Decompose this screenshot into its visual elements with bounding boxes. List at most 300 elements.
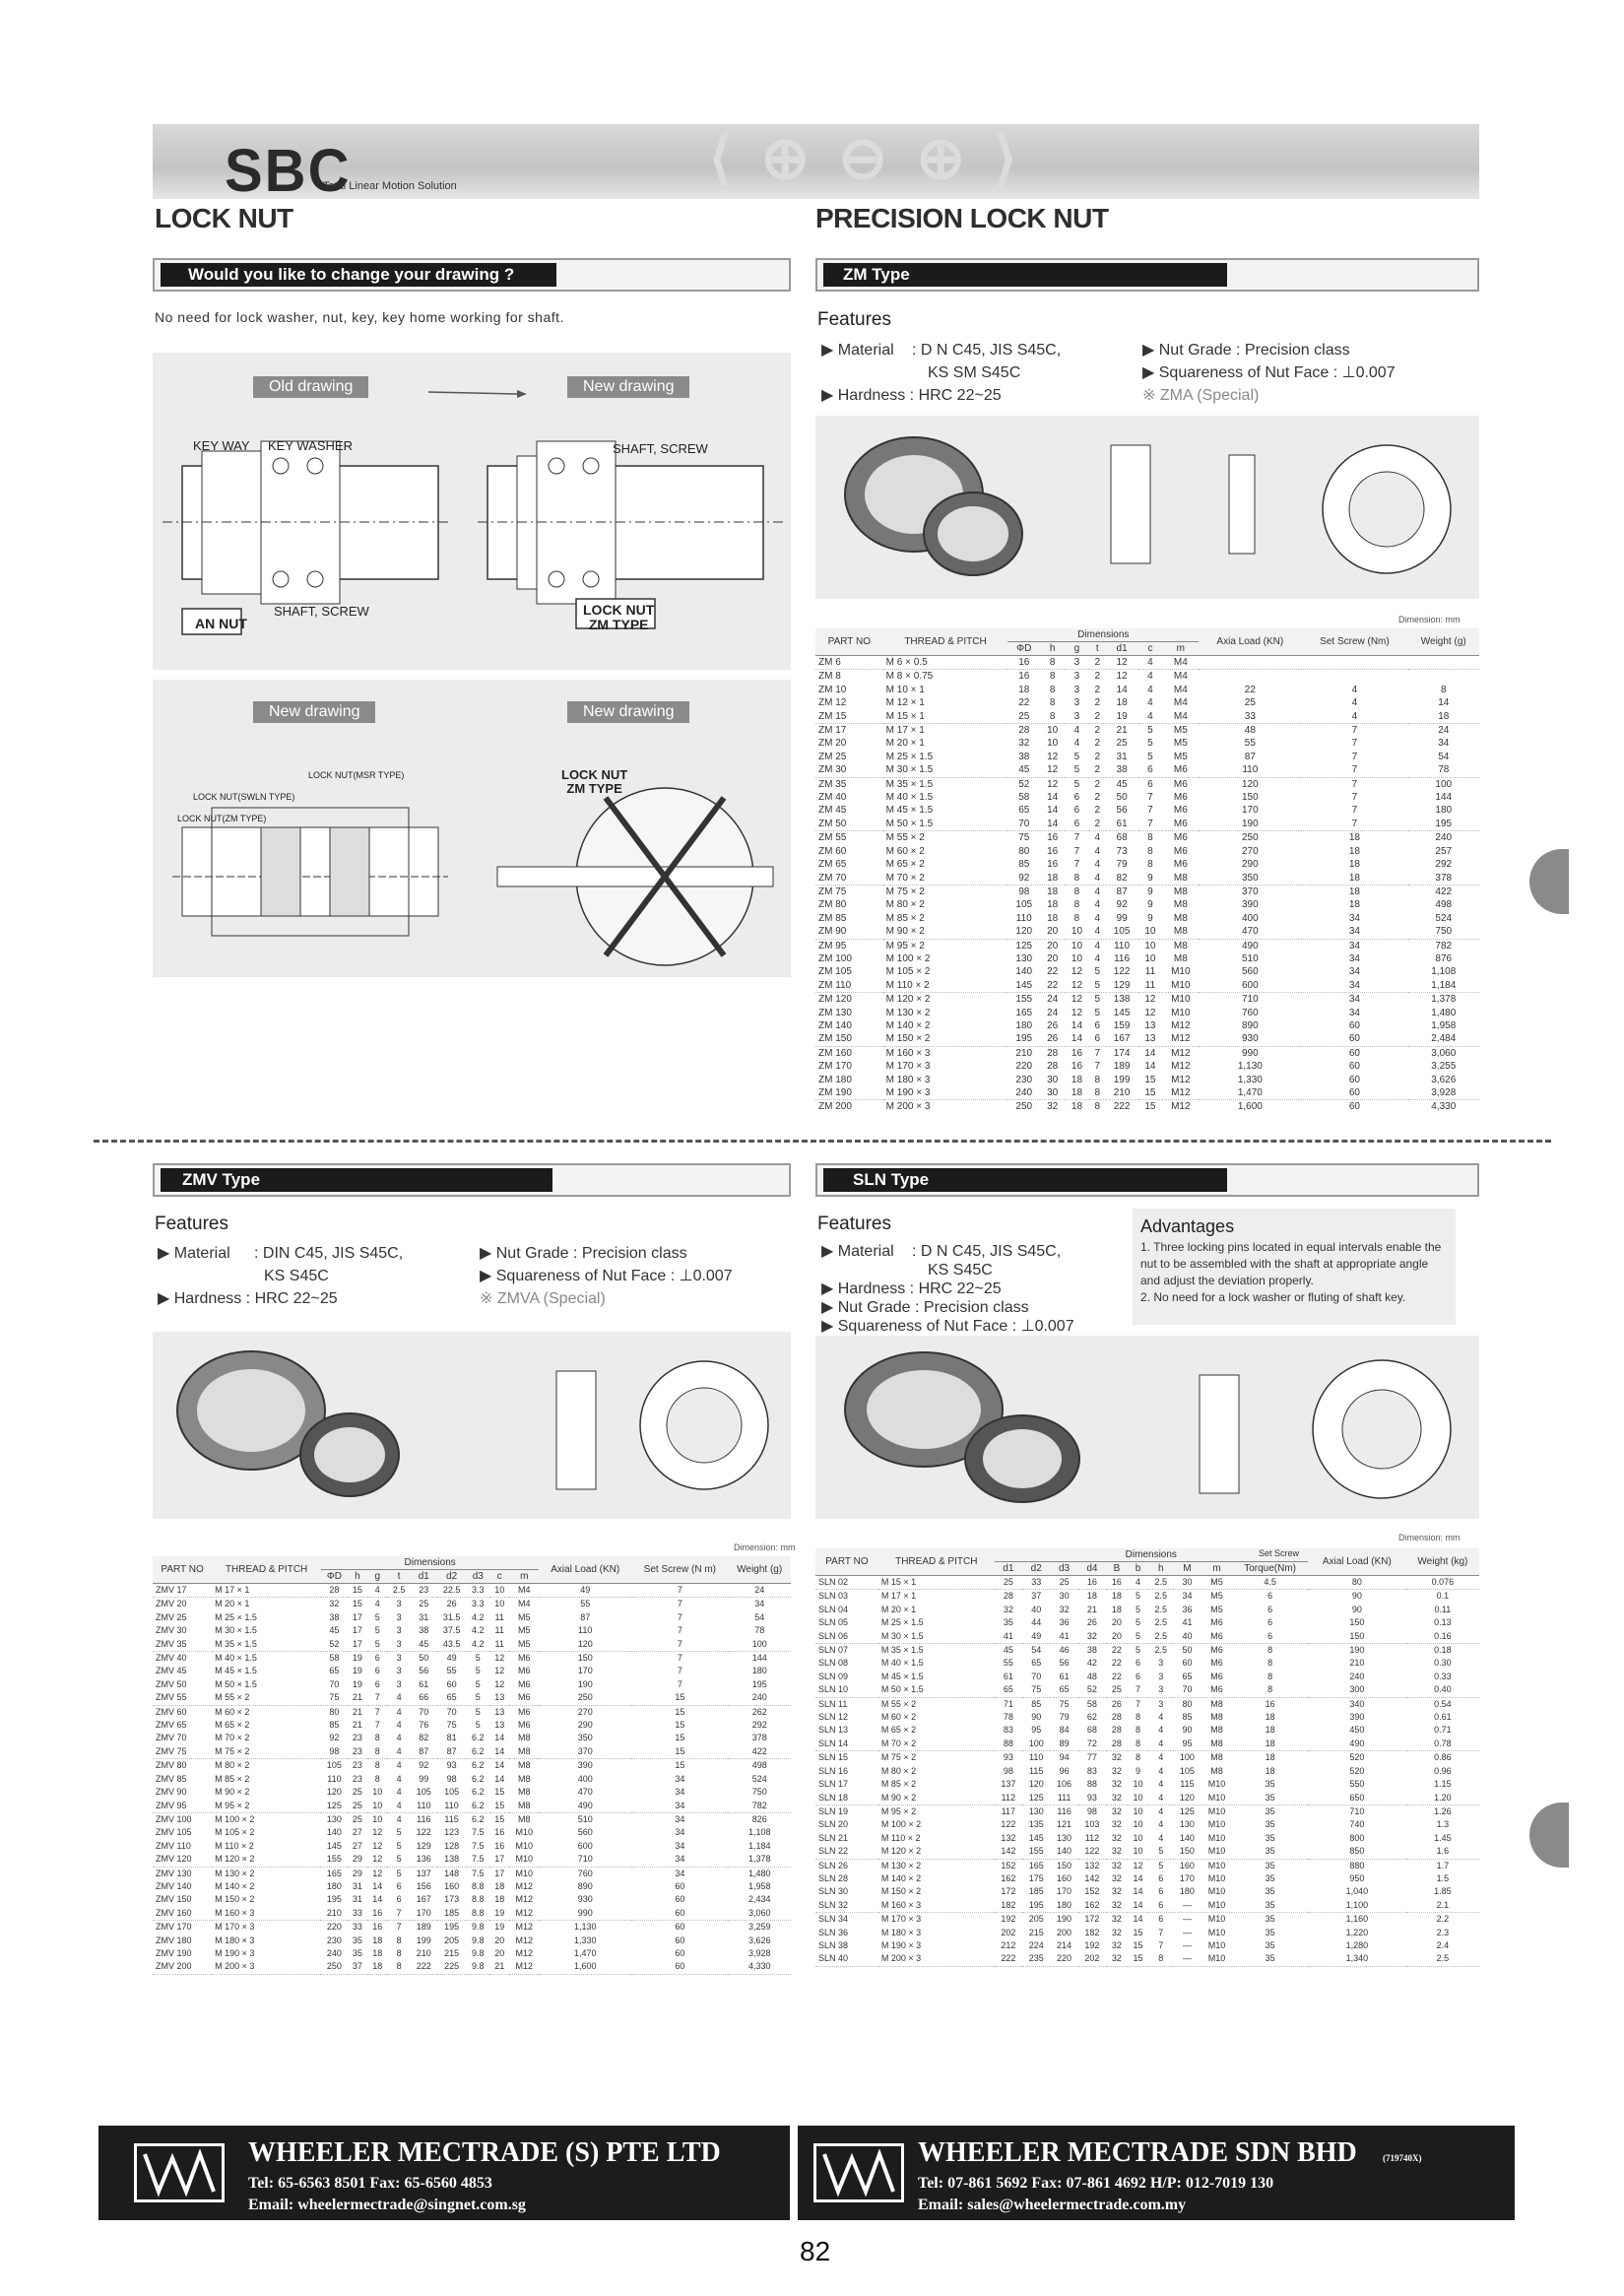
zm-cell: M 95 × 2 <box>885 940 925 951</box>
zm-cell: 4 <box>1301 710 1407 724</box>
sln-cell: 28 <box>1111 1725 1122 1736</box>
footer-left-email: Email: wheelermectrade@singnet.com.sg <box>248 2197 526 2213</box>
zmv-cell: 14 <box>489 1745 509 1759</box>
zmv-cell: 38 <box>329 1611 340 1622</box>
zmv-col-part: PART NO <box>153 1556 212 1584</box>
sln-cell: M 25 × 1.5 <box>880 1617 924 1628</box>
zmv-cell: 7 <box>677 1678 682 1689</box>
zmv-cell: 13 <box>494 1706 505 1717</box>
zm-cell: 7 <box>1351 738 1358 750</box>
zm-cell: 2 <box>1094 751 1101 762</box>
zm-cell: 8 <box>1049 684 1056 695</box>
sln-cell: 32 <box>1106 1792 1128 1805</box>
sln-cell: 2.3 <box>1436 1927 1450 1937</box>
zm-row <box>815 1074 1479 1086</box>
zm-product-panel <box>815 416 1479 599</box>
zmv-cell: 7.5 <box>467 1853 490 1867</box>
sln-cell: 32 <box>1111 1860 1122 1870</box>
zmv-row <box>153 1907 791 1921</box>
zmv-cell: 4 <box>387 1800 411 1813</box>
zmv-cell: 8 <box>374 1773 380 1784</box>
zm-cell: 38 <box>1018 751 1030 762</box>
zmv-row <box>153 1611 791 1624</box>
zmv-cell: 990 <box>539 1907 631 1921</box>
zmv-cell: 165 <box>326 1868 342 1878</box>
sln-cell: 32 <box>1111 1872 1122 1883</box>
sln-cell: M10 <box>1207 1832 1226 1843</box>
sln-cell: 20 <box>1111 1617 1122 1628</box>
sln-cell: 32 <box>1111 1765 1122 1776</box>
sln-cell: 450 <box>1349 1725 1365 1736</box>
sln-cell: M6 <box>1210 1617 1223 1628</box>
sln-cell: 4 <box>1158 1819 1164 1830</box>
zm-cell: ZM 110 <box>815 979 883 993</box>
zmv-cell: 12 <box>494 1653 505 1664</box>
sln-cell: 10 <box>1133 1805 1143 1816</box>
zmv-cell: M 150 × 2 <box>215 1894 255 1905</box>
sln-cell: 83 <box>1003 1725 1013 1736</box>
zmv-cell: 8 <box>367 1745 387 1759</box>
zmv-row <box>153 1773 791 1786</box>
sln-cell: 14 <box>1133 1886 1143 1897</box>
zmv-cell: ZMV 90 <box>156 1787 187 1798</box>
zm-cell: 2 <box>1094 671 1101 683</box>
zm-cell: M 50 × 1.5 <box>883 818 1008 831</box>
zm-cell: 2 <box>1094 684 1101 695</box>
zmv-cell: 15 <box>631 1745 728 1759</box>
sln-cell: SLN 16 <box>818 1765 849 1776</box>
zmv-cell: 38 <box>419 1625 429 1636</box>
zmv-cell: 98 <box>446 1773 457 1784</box>
sln-cell: 155 <box>1022 1845 1050 1859</box>
sln-cell: 30 <box>1173 1576 1201 1590</box>
sln-cell: 6 <box>1158 1872 1164 1883</box>
zmv-cell: 49 <box>446 1653 457 1664</box>
sln-cell: SLN 04 <box>818 1604 849 1614</box>
zm-col-h: h <box>1040 642 1065 656</box>
zm-cell: 5 <box>1065 763 1089 777</box>
zmv-cell: 92 <box>329 1733 340 1743</box>
sln-cell: 22 <box>1111 1671 1122 1681</box>
sln-hardness: ▶ Hardness : HRC 22~25 <box>821 1280 1002 1297</box>
zmv-cell: M 110 × 2 <box>215 1840 254 1851</box>
zmv-cell: M12 <box>509 1960 539 1974</box>
zmv-cell: 1,330 <box>573 1935 597 1945</box>
zmv-cell: 28 <box>321 1584 348 1598</box>
zmv-row <box>153 1665 791 1677</box>
zm-cell: 9 <box>1147 886 1153 897</box>
zm-cell <box>1301 656 1407 670</box>
zmv-cell: M 60 × 2 <box>215 1706 250 1717</box>
sln-table-body <box>815 1576 1479 1967</box>
zmv-cell: M 25 × 1.5 <box>215 1611 257 1622</box>
zm-row <box>815 751 1479 763</box>
zmv-cell: 7 <box>677 1611 682 1622</box>
zmv-cell: 6.2 <box>472 1733 485 1743</box>
zm-cell: 1,470 <box>1199 1086 1301 1100</box>
sln-cell: 32 <box>1111 1819 1122 1830</box>
zm-cell: 28 <box>1018 725 1030 737</box>
zmv-cell: M4 <box>509 1584 539 1598</box>
sln-cell: 26 <box>1111 1698 1122 1709</box>
zmv-cell: ZMV 150 <box>156 1894 192 1905</box>
zmv-cell: M8 <box>518 1787 531 1798</box>
zmv-row <box>153 1705 791 1719</box>
sln-cell: 2.5 <box>1154 1645 1168 1656</box>
zm-cell: 6 <box>1073 805 1080 817</box>
zmv-cell: 4 <box>396 1733 402 1743</box>
sln-col-d4: d4 <box>1078 1562 1106 1576</box>
sln-col-h: h <box>1148 1562 1173 1576</box>
sln-cell: 1.15 <box>1434 1779 1452 1790</box>
sln-col-torque: Torque(Nm) <box>1232 1562 1308 1576</box>
zmv-cell: 23 <box>411 1584 437 1598</box>
zmv-row <box>153 1759 791 1773</box>
zmv-cell: 17 <box>352 1611 362 1622</box>
zmv-row <box>153 1893 791 1906</box>
sln-cell: 4 <box>1158 1752 1164 1763</box>
zm-cell: 4 <box>1073 725 1080 737</box>
sln-cell: 90 <box>1031 1712 1042 1723</box>
sln-row <box>815 1711 1479 1724</box>
zm-cell: 12 <box>1071 994 1083 1006</box>
sln-row <box>815 1832 1479 1845</box>
zm-cell: M8 <box>1173 940 1188 951</box>
sln-cell: 37 <box>1031 1591 1042 1602</box>
zmv-cell: 105 <box>444 1787 460 1798</box>
sln-cell: 3 <box>1158 1658 1164 1669</box>
zmv-cell: 70 <box>446 1706 457 1717</box>
zm-row <box>815 858 1479 871</box>
zm-cell: ZM 170 <box>818 1061 852 1073</box>
sln-cell: SLN 02 <box>815 1576 878 1590</box>
sln-cell: SLN 13 <box>818 1725 849 1736</box>
zm-cell: M12 <box>1171 1047 1191 1059</box>
zmv-row <box>153 1598 791 1611</box>
zmv-col-d1: d1 <box>411 1570 437 1584</box>
sln-cell: 90 <box>1351 1604 1362 1614</box>
zm-cell: ZM 60 <box>818 845 847 857</box>
zmv-cell: 61 <box>419 1678 429 1689</box>
zmv-cell: ZMV 30 <box>156 1625 187 1636</box>
zm-cell: 180 <box>1015 1019 1033 1031</box>
sln-cell: 1,040 <box>1345 1886 1369 1897</box>
zmv-cell: 292 <box>751 1720 767 1731</box>
sln-cell: 72 <box>1078 1738 1106 1751</box>
zmv-cell: 45 <box>411 1638 437 1652</box>
zm-cell: 890 <box>1241 1019 1259 1031</box>
zm-col-c: c <box>1138 642 1163 656</box>
zm-cell: ZM 8 <box>818 671 841 683</box>
zm-cell: 6 <box>1065 818 1089 831</box>
sln-cell: 35 <box>1265 1819 1275 1830</box>
sln-cell: M 100 × 2 <box>880 1819 922 1830</box>
zmv-cell: 37.5 <box>442 1625 461 1636</box>
zm-row <box>815 1007 1479 1019</box>
zmv-cell: 34 <box>675 1773 685 1784</box>
sln-cell: SLN 10 <box>815 1683 878 1697</box>
zm-cell: ZM 17 <box>818 725 847 737</box>
zm-cell: M8 <box>1173 899 1188 911</box>
sln-cell: 125 <box>1022 1792 1050 1805</box>
zmv-cell: ZMV 110 <box>156 1840 191 1851</box>
sln-cell: 145 <box>1028 1832 1044 1843</box>
zmv-cell: M5 <box>518 1625 531 1636</box>
zmv-cell: 2,434 <box>747 1894 771 1905</box>
sln-cell: 0.076 <box>1406 1576 1479 1590</box>
sln-cell: M 17 × 1 <box>880 1591 917 1602</box>
sln-cell: 140 <box>1179 1832 1195 1843</box>
zm-cell: 990 <box>1241 1047 1259 1059</box>
zmv-cell: 55 <box>446 1666 457 1676</box>
sln-cell: 5 <box>1135 1604 1140 1614</box>
zmv-cell: 137 <box>416 1868 431 1878</box>
zm-col-m: m <box>1162 642 1199 656</box>
zm-cell: 5 <box>1073 751 1080 762</box>
zmv-cell: 1,108 <box>747 1827 771 1838</box>
sln-cell: 7 <box>1128 1683 1149 1697</box>
sln-cell: 70 <box>1173 1683 1201 1697</box>
zm-cell: 18 <box>1047 912 1059 924</box>
sln-cell: 80 <box>1182 1698 1193 1709</box>
zmv-cell: 15 <box>489 1800 509 1813</box>
zm-cell: 782 <box>1435 940 1453 951</box>
zm-material-value-2: KS SM S45C <box>928 364 1021 381</box>
sln-cell: 79 <box>1059 1712 1070 1723</box>
zm-cell: 18 <box>1348 886 1360 897</box>
zmv-row <box>153 1719 791 1732</box>
zm-cell: 180 <box>1435 805 1453 817</box>
sln-cell: 5 <box>1128 1630 1149 1644</box>
zm-cell: 19 <box>1106 710 1138 724</box>
zm-cell: M4 <box>1173 684 1188 695</box>
sln-cell: M 85 × 2 <box>880 1779 917 1790</box>
sln-cell: 0.30 <box>1434 1658 1452 1669</box>
zm-cell: 16 <box>1071 1047 1083 1059</box>
zm-row <box>815 777 1479 791</box>
zmv-cell: 222 <box>411 1960 437 1974</box>
zmv-cell: 138 <box>437 1853 467 1867</box>
zmv-cell: 93 <box>446 1760 457 1771</box>
zmv-cell: M5 <box>518 1611 531 1622</box>
zm-cell: M 90 × 2 <box>883 925 1008 939</box>
sln-cell: 88 <box>995 1738 1022 1751</box>
sln-cell: M6 <box>1202 1683 1233 1697</box>
sln-cell: SLN 22 <box>815 1845 878 1859</box>
zmv-cell: 10 <box>489 1584 509 1598</box>
sln-cell: 55 <box>1003 1658 1013 1669</box>
zm-cell: M6 <box>1173 832 1188 844</box>
zm-cell: 8 <box>1040 656 1065 670</box>
sln-cell: — <box>1182 1927 1192 1937</box>
zm-cell: 2 <box>1094 792 1101 804</box>
zm-cell: 18 <box>1301 872 1407 886</box>
sln-cell: 32 <box>1078 1630 1106 1644</box>
sln-cell: 7 <box>1158 1939 1164 1950</box>
zmv-cell: 225 <box>437 1960 467 1974</box>
zmv-cell: 560 <box>577 1827 593 1838</box>
sln-cell: 35 <box>1232 1899 1308 1913</box>
zmv-row <box>153 1947 791 1960</box>
sln-cell: 103 <box>1084 1819 1100 1830</box>
zm-cell: 110 <box>1114 940 1131 951</box>
sln-cell: 1.7 <box>1436 1860 1450 1870</box>
zmv-cell: 220 <box>326 1922 342 1933</box>
sln-row <box>815 1724 1479 1737</box>
zmv-cell: 31 <box>352 1880 362 1891</box>
sln-cell: 36 <box>1059 1617 1070 1628</box>
sln-cell: 18 <box>1265 1752 1275 1763</box>
zmv-cell: 170 <box>411 1907 437 1921</box>
zmv-row <box>153 1826 791 1839</box>
zm-row <box>815 925 1479 939</box>
zmv-row <box>153 1960 791 1974</box>
sln-cell: 10 <box>1128 1792 1149 1805</box>
zm-cell: 92 <box>1116 899 1128 911</box>
sln-cell: 16 <box>1106 1576 1128 1590</box>
sln-cell: 8 <box>1135 1725 1140 1736</box>
zmv-cell: M6 <box>518 1720 531 1731</box>
zmv-cell: 150 <box>577 1653 593 1664</box>
zmv-cell: 7 <box>374 1706 380 1717</box>
zmv-cell: M 90 × 2 <box>215 1787 250 1798</box>
zm-cell: 1,480 <box>1431 1007 1457 1018</box>
sln-cell: 740 <box>1349 1819 1365 1830</box>
zm-cell: 12 <box>1116 671 1128 683</box>
zmv-row <box>153 1745 791 1759</box>
zm-cell: 10 <box>1071 952 1083 964</box>
zm-cell: M 190 × 3 <box>883 1086 1008 1100</box>
zm-cell: 9 <box>1147 899 1153 911</box>
zmv-cell: 8 <box>396 1935 402 1945</box>
zm-cell: 138 <box>1113 994 1131 1006</box>
sln-cell: 116 <box>1057 1805 1072 1816</box>
zm-cell: 12 <box>1047 778 1059 790</box>
zm-cell: 5 <box>1094 966 1101 978</box>
sln-cell: 390 <box>1349 1712 1365 1723</box>
zmv-cell: 8.8 <box>467 1907 490 1921</box>
sln-cell: 2.2 <box>1436 1914 1450 1925</box>
zmv-cell: 6 <box>396 1880 402 1891</box>
zm-cell: 8 <box>1147 832 1153 844</box>
zmv-cell: 65 <box>329 1666 340 1676</box>
zm-cell: 14 <box>1047 805 1059 817</box>
zm-cell: 28 <box>1047 1047 1059 1059</box>
zmv-cell: 21 <box>348 1691 367 1705</box>
zm-cell: 15 <box>1138 1086 1163 1100</box>
zm-material-label: ▶ Material <box>821 342 894 359</box>
zmv-cell: 8 <box>374 1760 380 1771</box>
zmv-cell: ZMV 130 <box>156 1868 192 1878</box>
zm-cell: 189 <box>1113 1061 1131 1073</box>
zmv-cell: 6.2 <box>472 1787 485 1798</box>
sln-advantage-2: 2. No need for a lock washer or fluting of shaft key. <box>1140 1290 1406 1304</box>
zm-cell: M5 <box>1173 738 1188 750</box>
zm-cell: M 130 × 2 <box>885 1007 931 1018</box>
zm-cell: M8 <box>1162 872 1199 886</box>
zmv-cell: ZMV 55 <box>153 1691 212 1705</box>
zmv-cell: 144 <box>751 1653 767 1664</box>
zmv-cell: 189 <box>416 1922 431 1933</box>
zm-cell: 3,060 <box>1431 1047 1457 1059</box>
sln-cell: 21 <box>1086 1604 1097 1614</box>
zm-cell: 99 <box>1116 912 1128 924</box>
zm-cell: ZM 20 <box>818 738 847 750</box>
sln-cell: SLN 28 <box>818 1872 849 1883</box>
zmv-cell: 145 <box>326 1840 342 1851</box>
zm-cell: ZM 50 <box>815 818 883 831</box>
sln-cell: 122 <box>1078 1845 1106 1859</box>
zmv-cell: 8.8 <box>472 1894 485 1905</box>
zm-cell: 390 <box>1241 899 1259 911</box>
assembly-illustration <box>153 680 791 977</box>
sln-cell: 84 <box>1059 1725 1070 1736</box>
zmv-cell: 3.3 <box>467 1584 490 1598</box>
zmv-cell: 4.2 <box>472 1611 485 1622</box>
zmv-cell: 3 <box>396 1599 402 1609</box>
zm-cell: 16 <box>1047 859 1059 871</box>
zmv-cell: 60 <box>675 1894 685 1905</box>
zmv-cell: 2.5 <box>387 1584 411 1598</box>
zmv-row <box>153 1880 791 1893</box>
sln-cell: 6 <box>1267 1591 1273 1602</box>
zmv-cell: 1,184 <box>747 1840 771 1851</box>
sln-row <box>815 1885 1479 1898</box>
zm-col-weight: Weight (g) <box>1408 628 1480 656</box>
zm-row <box>815 1019 1479 1032</box>
sln-cell: 0.16 <box>1406 1630 1479 1644</box>
zmv-cell: M12 <box>515 1947 534 1958</box>
zmv-cell: M10 <box>509 1853 539 1867</box>
old-drawing-tag: Old drawing <box>253 376 368 398</box>
zm-row <box>815 804 1479 817</box>
wheeler-logo-icon <box>134 2143 225 2202</box>
zmv-cell: ZMV 45 <box>156 1666 187 1676</box>
sln-row <box>815 1899 1479 1913</box>
sln-cell: — <box>1173 1899 1201 1913</box>
sln-cell: 215 <box>1028 1927 1044 1937</box>
zm-cell: 240 <box>1007 1086 1040 1100</box>
zmv-cell: 25 <box>352 1787 362 1798</box>
zm-cell: M10 <box>1171 966 1191 978</box>
sln-cell: M6 <box>1210 1645 1223 1656</box>
zmv-cell: 5 <box>387 1853 411 1867</box>
sln-cell: 122 <box>1001 1819 1016 1830</box>
zmv-features-title: Features <box>155 1214 228 1234</box>
zm-cell: M 160 × 3 <box>885 1047 931 1059</box>
zm-cell: 7 <box>1351 792 1358 804</box>
change-drawing-label: Would you like to change your drawing ? <box>161 263 556 287</box>
sln-cell: 62 <box>1086 1712 1097 1723</box>
zmv-cell: 890 <box>577 1880 593 1891</box>
zm-cell: 18 <box>1348 859 1360 871</box>
sln-cell: 35 <box>1265 1860 1275 1870</box>
zm-cell: ZM 105 <box>818 966 852 978</box>
sln-cell: 22 <box>1111 1645 1122 1656</box>
sln-cell: 3 <box>1158 1698 1164 1709</box>
zmv-cell: 13 <box>489 1691 509 1705</box>
zmv-cell: 8 <box>396 1947 402 1958</box>
zm-cell: 3 <box>1065 656 1089 670</box>
zmv-cell: 34 <box>631 1800 728 1813</box>
sln-cell: 2.5 <box>1154 1591 1168 1602</box>
sln-cell: 35 <box>1232 1952 1308 1966</box>
zm-cell: 125 <box>1015 940 1033 951</box>
zmv-cell: 50 <box>419 1653 429 1664</box>
zm-cell: ZM 70 <box>815 872 883 886</box>
zmv-row <box>153 1732 791 1744</box>
zm-cell: 2 <box>1089 656 1106 670</box>
